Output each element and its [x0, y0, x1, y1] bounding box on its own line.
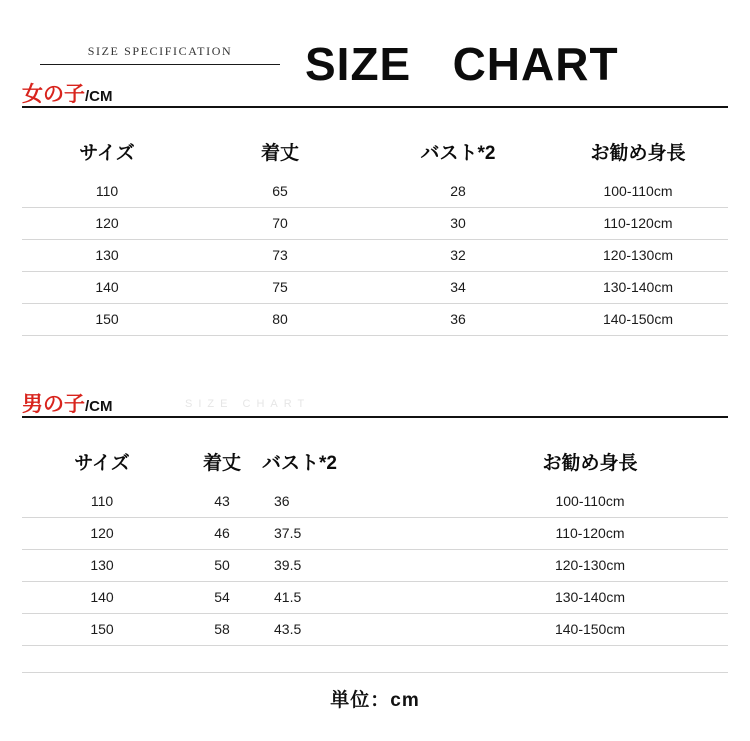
cell-height: 130-140cm [554, 589, 626, 605]
boys-table-head [22, 440, 728, 486]
table-row [22, 614, 728, 646]
cell-height: 140-150cm [554, 621, 626, 637]
girls-col-height: お勧め身長 [590, 143, 686, 164]
cell-size: 150 [90, 621, 114, 637]
cell-length: 80 [272, 311, 288, 327]
cell-bust: 36 [450, 311, 466, 327]
cell-bust: 43.5 [274, 621, 302, 637]
boys-table-body [22, 486, 728, 646]
cell-height: 110-120cm [555, 525, 625, 541]
cell-length: 65 [272, 183, 288, 199]
section-girls-header [0, 78, 750, 108]
section-girls-unit: /CM [85, 88, 113, 105]
cell-length: 46 [214, 525, 230, 541]
cell-length: 50 [214, 557, 230, 573]
girls-size-table [22, 130, 728, 336]
footer-divider [22, 672, 728, 673]
cell-length: 70 [272, 215, 288, 231]
section-boys-title-text: 男の子 [22, 393, 85, 416]
section-girls-divider [22, 106, 728, 108]
cell-size: 150 [95, 311, 119, 327]
section-boys-unit: /CM [85, 398, 113, 415]
cell-length: 43 [214, 493, 230, 509]
cell-bust: 41.5 [274, 589, 302, 605]
cell-height: 130-140cm [602, 279, 674, 295]
cell-height: 140-150cm [602, 311, 674, 327]
cell-size: 120 [95, 215, 119, 231]
cell-size: 140 [95, 279, 119, 295]
boys-col-bust: バスト*2 [262, 453, 337, 474]
table-row [22, 486, 728, 518]
table-row [22, 208, 728, 240]
cell-length: 73 [272, 247, 288, 263]
cell-height: 120-130cm [602, 247, 674, 263]
cell-height: 110-120cm [603, 215, 673, 231]
cell-height: 100-110cm [603, 183, 673, 199]
table-row [22, 272, 728, 304]
cell-length: 58 [214, 621, 230, 637]
cell-length: 75 [272, 279, 288, 295]
girls-col-bust: バスト*2 [420, 143, 496, 164]
unit-note: 単位：cm [330, 690, 420, 711]
table-row [22, 240, 728, 272]
cell-bust: 36 [274, 493, 290, 509]
section-girls-title-text: 女の子 [22, 83, 85, 106]
eyebrow-text: SIZE SPECIFICATION [87, 44, 233, 58]
table-row [22, 582, 728, 614]
watermark-text: SIZE CHART [185, 398, 311, 410]
table-row [22, 518, 728, 550]
boys-size-table [22, 440, 728, 646]
table-row [22, 550, 728, 582]
cell-size: 110 [90, 493, 114, 509]
cell-height: 100-110cm [555, 493, 625, 509]
section-boys-title [22, 388, 113, 418]
boys-header-row [22, 440, 728, 486]
table-row [22, 176, 728, 208]
section-boys-divider [22, 416, 728, 418]
girls-col-length: 着丈 [260, 143, 299, 164]
cell-size: 110 [95, 183, 119, 199]
eyebrow-divider [40, 64, 280, 65]
girls-col-size: サイズ [79, 143, 135, 164]
cell-bust: 37.5 [274, 525, 302, 541]
cell-bust: 32 [450, 247, 466, 263]
page-title: SIZE CHART [305, 38, 619, 90]
boys-col-size: サイズ [74, 453, 130, 474]
cell-size: 120 [90, 525, 114, 541]
table-row [22, 304, 728, 336]
cell-bust: 39.5 [274, 557, 302, 573]
girls-header-row [22, 130, 728, 176]
girls-table-head [22, 130, 728, 176]
cell-bust: 30 [450, 215, 466, 231]
cell-bust: 28 [450, 183, 466, 199]
section-girls [0, 78, 750, 108]
boys-col-height: お勧め身長 [542, 453, 638, 474]
eyebrow-wrap [40, 44, 280, 59]
cell-size: 140 [90, 589, 114, 605]
section-girls-title [22, 78, 113, 108]
cell-size: 130 [95, 247, 119, 263]
cell-length: 54 [214, 589, 230, 605]
boys-col-length: 着丈 [202, 453, 241, 474]
cell-height: 120-130cm [554, 557, 626, 573]
girls-table-body [22, 176, 728, 336]
section-boys [0, 388, 750, 418]
cell-bust: 34 [450, 279, 466, 295]
cell-size: 130 [90, 557, 114, 573]
section-boys-header [0, 388, 750, 418]
